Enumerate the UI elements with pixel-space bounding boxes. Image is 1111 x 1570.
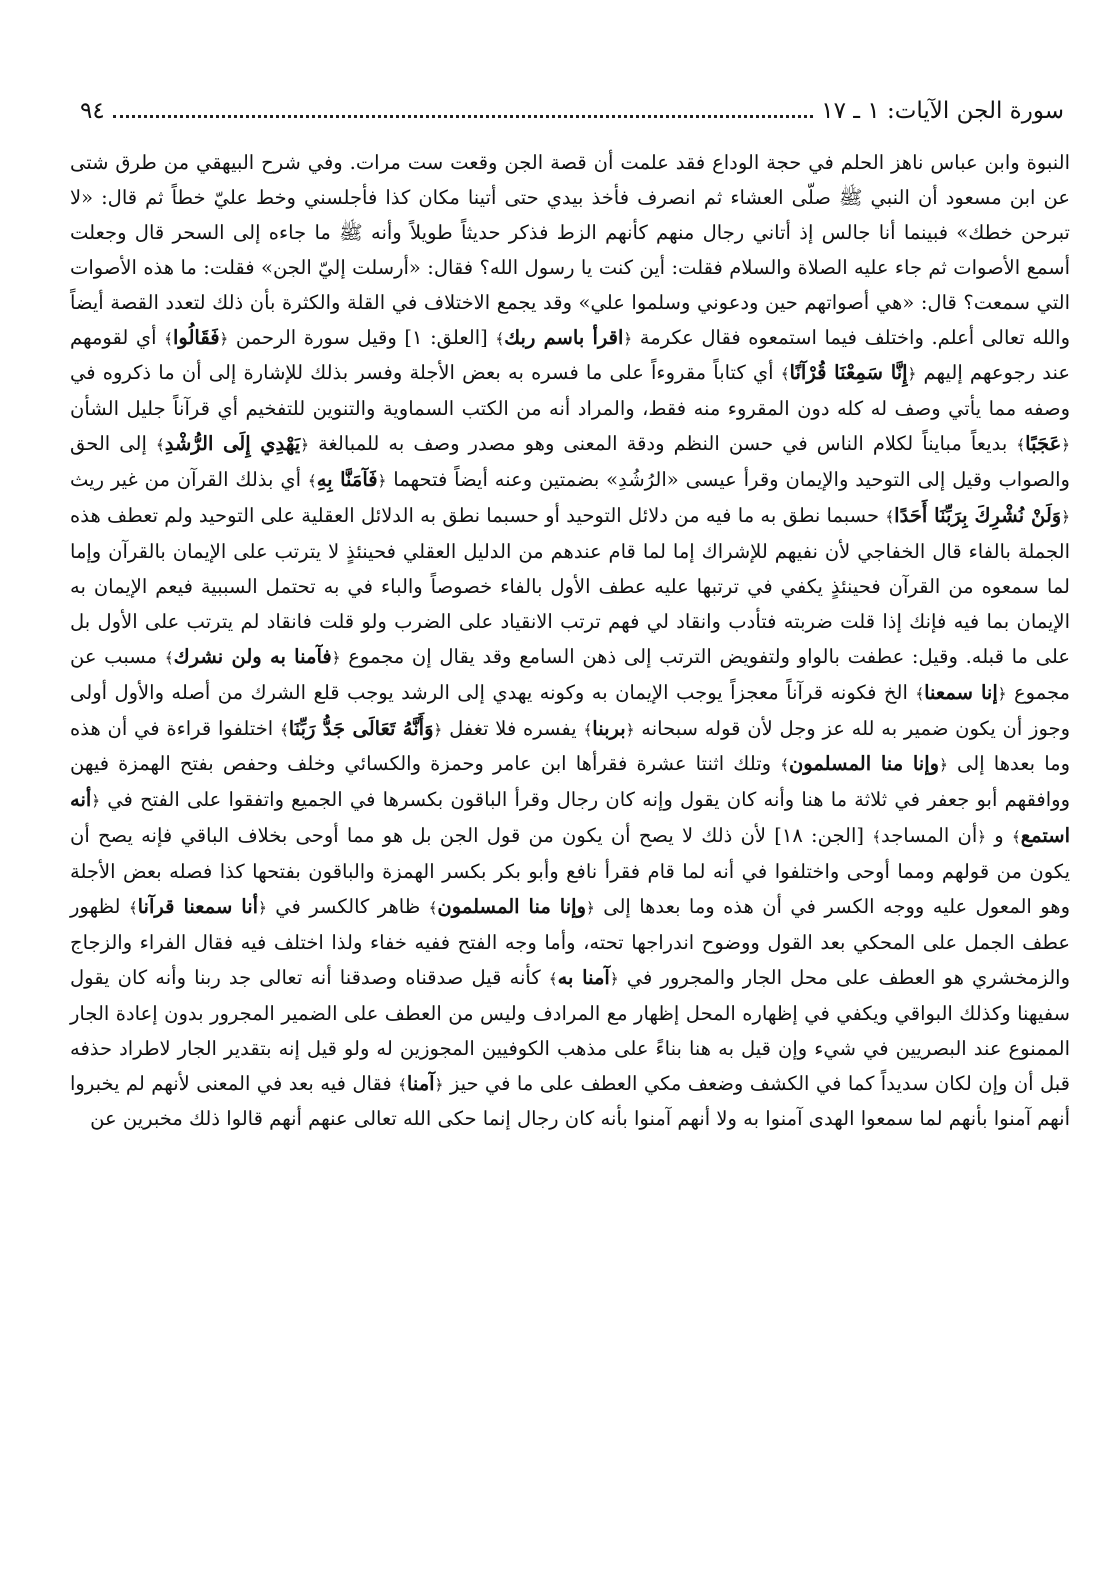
quran-quote — [429, 895, 595, 918]
ornate-bracket-close: ﴾ — [128, 899, 138, 918]
quran-quote — [885, 504, 1070, 527]
text-segment: الخ فكونه قرآناً معجزاً يوجب الإيمان به وكونه يهدي إلى الرشد يوجب قلع الشرك من أصله والأول أولى وجوز أن يكون ضمير به لله عز وجل لأن قوله سبحانه — [70, 680, 1070, 740]
ornate-bracket-open: ﴿ — [433, 720, 443, 739]
ornate-bracket-close: ﴾ — [164, 648, 174, 667]
ornate-bracket-open: ﴿ — [997, 684, 1007, 703]
quran-quote-text: آمنا — [406, 1071, 435, 1095]
text-segment: [الجن: ١٨] لأن ذلك لا يصح أن يكون من قول الجن بل هو مما أوحى بخلاف الباقي فإنه يصح أن يكون من قولهم ومما أوحى واختلفوا في أنه لما قام فقرأ نافع وأبو بكر بكسر الهمزة والباقون بفتحها كذا فصله بعض الأجلة وهو المعول عليه ووجه الكسر في أن هذه وما بعدها إلى — [70, 824, 1070, 919]
ornate-bracket-open: ﴿ — [1061, 508, 1070, 527]
quran-quote — [1016, 432, 1070, 455]
commentary-paragraph — [70, 146, 1070, 1137]
quran-quote — [129, 895, 267, 918]
book-page — [70, 98, 1070, 1538]
ornate-bracket-close: ﴾ — [155, 436, 165, 455]
quran-quote-text: فَقَالُوا — [172, 325, 220, 349]
quran-quote-text: وإنا منا المسلمون — [788, 752, 940, 776]
text-segment: أي بذلك القرآن من غير ريث — [70, 468, 308, 492]
quran-quote — [583, 717, 634, 740]
ornate-bracket-close: ﴾ — [583, 720, 593, 739]
ornate-bracket-open: ﴿ — [625, 720, 635, 739]
leader-dots — [113, 114, 814, 118]
ornate-bracket-open: ﴿ — [939, 756, 948, 775]
text-segment: بديعاً مبايناً لكلام الناس في حسن النظم ودقة المعنى وهو مصدر وصف به للمبالغة — [309, 432, 1017, 456]
quran-quote — [781, 361, 917, 384]
ornate-bracket-close: ﴾ — [1011, 828, 1021, 847]
ornate-bracket-close: ﴾ — [915, 684, 925, 703]
quran-quote-text: اقرأ باسم ربك — [504, 325, 624, 349]
ornate-bracket-open: ﴿ — [977, 828, 987, 847]
quran-quote-text: أنا سمعنا قرآنا — [137, 895, 259, 919]
quran-quote — [495, 326, 632, 349]
surah-title: سورة الجن الآيات: ١ ـ ١٧ — [821, 98, 1064, 124]
page-number: ٩٤ — [80, 98, 105, 124]
text-segment: أي لقومهم عند رجوعهم إليهم — [70, 325, 1070, 385]
text-segment: اختلفوا قراءة في أن هذه وما بعدها إلى — [70, 716, 1071, 776]
ornate-bracket-close: ﴾ — [164, 329, 173, 348]
ornate-bracket-close: ﴾ — [307, 472, 317, 491]
ornate-bracket-close: ﴾ — [780, 756, 789, 775]
text-segment: كأنه قيل صدقناه وصدقنا أنه تعالى جد ربنا وأنه كان يقول سفيهنا وكذلك البواقي ويكفي في إظهاره المحل إظهار مع المرادف وليس من العطف على الضمير المجرور بدون إعادة الجار الممنوع عند البصريين في شيء وإن قيل به هنا بناءً على مذهب الكوفيين المجوزين له ولو قيل إنه بتقدير الجار لاطراد حذفه قبل أن وإن لكان سديداً كما في الكشف وضعف مكي العطف على ما في حيز — [70, 965, 1070, 1095]
quran-quote-text: فآمنا به ولن نشرك — [173, 644, 332, 668]
ornate-bracket-open: ﴿ — [331, 648, 341, 667]
ornate-bracket-close: ﴾ — [398, 1075, 407, 1094]
quran-quote-text: وإنا منا المسلمون — [437, 895, 587, 919]
text-segment: يفسره فلا تغفل — [442, 716, 584, 740]
text-segment: النبوة وابن عباس ناهز الحلم في حجة الوداع فقد علمت أن قصة الجن وقعت ست مرات. وفي شرح البيهقي من طرق شتى عن ابن مسعود أن النبي ﷺ صلّى العشاء ثم انصرف فأخذ بيدي حتى أتينا مكان كذا فأجلسني وخط عليّ خطاً ثم قال: «لا تبرحن خطك» فبينما أنا جالس إذ أتاني رجال منهم كأنهم الزط فذكر حديثاً طويلاً وأنه ﷺ ما جاءه إلى السحر قال وجعلت أسمع الأصوات ثم جاء عليه الصلاة والسلام فقلت: أين كنت يا رسول الله؟ فقال: «أرسلت إليّ الجن» فقلت: ما هذه الأصوات التي سمعت؟ قال: «هي أصواتهم حين ودعوني وسلموا علي» وقد يجمع الاختلاف في القلة والكثرة بأن ذلك لتعدد القصة أيضاً والله تعالى أعلم. واختلف فيما استمعوه فقال عكرمة — [70, 151, 1070, 349]
ornate-bracket-close: ﴾ — [279, 720, 289, 739]
quran-quote-text: وَلَنْ نُشْرِكَ بِرَبِّنَا أَحَدًا — [894, 504, 1062, 528]
quran-quote — [165, 645, 341, 668]
ornate-bracket-open: ﴿ — [91, 792, 101, 811]
ornate-bracket-open: ﴿ — [258, 899, 267, 918]
quran-quote-text: عَجَبًا — [1025, 432, 1062, 456]
quran-quote-text: وَأَنَّهُ تَعَالَى جَدُّ رَبِّنَا — [288, 716, 434, 740]
ornate-bracket-open: ﴿ — [1061, 436, 1071, 455]
quran-quote-text: إنا سمعنا — [924, 680, 998, 704]
quote-plain — [872, 824, 986, 847]
quran-quote — [549, 966, 619, 989]
text-segment: وتلك اثنتا عشرة فقرأها ابن عامر وحمزة والكسائي وخلف وحفص بفتح الهمزة فيهن ووافقهم أبو جعفر في ثلاثة ما هنا وأنه كان يقول وإنه كان رجال وقرأ الباقون بكسرها في الجميع واتفقوا على الفتح في — [70, 752, 1070, 812]
quran-quote-text: أنه استمع — [70, 788, 1070, 848]
ornate-bracket-open: ﴿ — [907, 365, 917, 384]
ornate-bracket-close: ﴾ — [428, 899, 438, 918]
text-segment: مسبب عن مجموع — [70, 644, 1071, 704]
quran-quote-text: بربنا — [592, 716, 626, 740]
quran-quote — [280, 717, 442, 740]
quran-quote — [156, 432, 309, 455]
ornate-bracket-close: ﴾ — [872, 828, 882, 847]
text-segment: لظهور عطف الجمل على المحكي بعد القول ووضوح اندراجها تحته، وأما وجه الفتح ففيه خفاء ولذا اختلف فيه فقال الفراء والزجاج والزمخشري هو العطف على محل الجار والمجرور في — [70, 895, 1070, 989]
quote-plain-text: أن المساجد — [881, 824, 978, 848]
ornate-bracket-close: ﴾ — [780, 365, 790, 384]
ornate-bracket-open: ﴿ — [219, 329, 229, 348]
ornate-bracket-open: ﴿ — [586, 899, 595, 918]
ornate-bracket-close: ﴾ — [885, 508, 895, 527]
text-segment: حسبما نطق به ما فيه من دلائل التوحيد أو حسبما نطق به الدلائل العقلية على التوحيد ولم تعطف هذه الجملة بالفاء قال الخفاجي لأن نفيهم للإشراك إما لما قام عندهم من الدليل العقلي فحينئذٍ لا يترتب على الإيمان بالقرآن وإما لما سمعوه من القرآن فحينئذٍ يكفي في ترتبها عليه عطف الأول بالفاء خصوصاً والباء في به تحتمل السببية فيعم الإيمان به الإيمان بما فيه فإنك إذا قلت ضربته فتأدب وانقاد لي فهم ترتب الانقياد على الضرب ولو قلت فانقاد لم يترتب على الأول بل على ما قبله. وقيل: عطفت بالواو ولتفويض الترتب إلى ذهن السامع وقد يقال إن مجموع — [70, 504, 1071, 668]
ornate-bracket-open: ﴿ — [377, 472, 387, 491]
text-segment: أي كتاباً مقروءاً على ما فسره به بعض الأجلة وفسر بذلك للإشارة إلى أن ما ذكروه في وصفه مما يأتي وصف له كله دون المقروء منه فقط، والمراد أنه من الكتب السماوية والتنوين للتفخيم أي قرآناً جليل الشأن — [70, 361, 1070, 421]
ornate-bracket-close: ﴾ — [548, 969, 558, 988]
ornate-bracket-open: ﴿ — [434, 1075, 444, 1094]
quran-quote-text: إِنَّا سَمِعْنَا قُرْآنًا — [789, 361, 908, 385]
text-segment: فقال فيه بعد في المعنى لأنهم لم يخبروا أنهم آمنوا بأنهم لما سمعوا الهدى آمنوا به ولا أنهم آمنوا بأنه كان رجال إنما حكى الله تعالى عنهم أنهم قالوا ذلك مخبرين عن — [70, 1071, 1070, 1131]
running-head — [70, 98, 1070, 134]
text-segment: إلى الحق والصواب وقيل إلى التوحيد والإيمان وقرأ عيسى «الرُشُدِ» بضمتين وعنه أيضاً فتحهما — [70, 432, 1070, 492]
ornate-bracket-open: ﴿ — [300, 436, 310, 455]
ornate-bracket-open: ﴿ — [609, 969, 619, 988]
text-segment: ظاهر كالكسر في — [266, 895, 429, 919]
quran-quote — [780, 752, 948, 775]
ornate-bracket-close: ﴾ — [495, 329, 505, 348]
ornate-bracket-close: ﴾ — [1016, 436, 1026, 455]
text-segment: [العلق: ١] وقيل سورة الرحمن — [228, 325, 496, 349]
quran-quote-text: آمنا به — [557, 965, 610, 989]
ornate-bracket-open: ﴿ — [623, 329, 633, 348]
quran-quote — [398, 1072, 443, 1095]
quran-quote — [915, 681, 1006, 704]
quran-quote — [308, 468, 387, 491]
quran-quote-text: يَهْدِي إِلَى الرُّشْدِ — [164, 432, 301, 456]
quran-quote-text: فَآمَنَّا بِهِ — [316, 468, 378, 492]
text-segment: و — [986, 824, 1012, 848]
quran-quote — [164, 326, 228, 349]
